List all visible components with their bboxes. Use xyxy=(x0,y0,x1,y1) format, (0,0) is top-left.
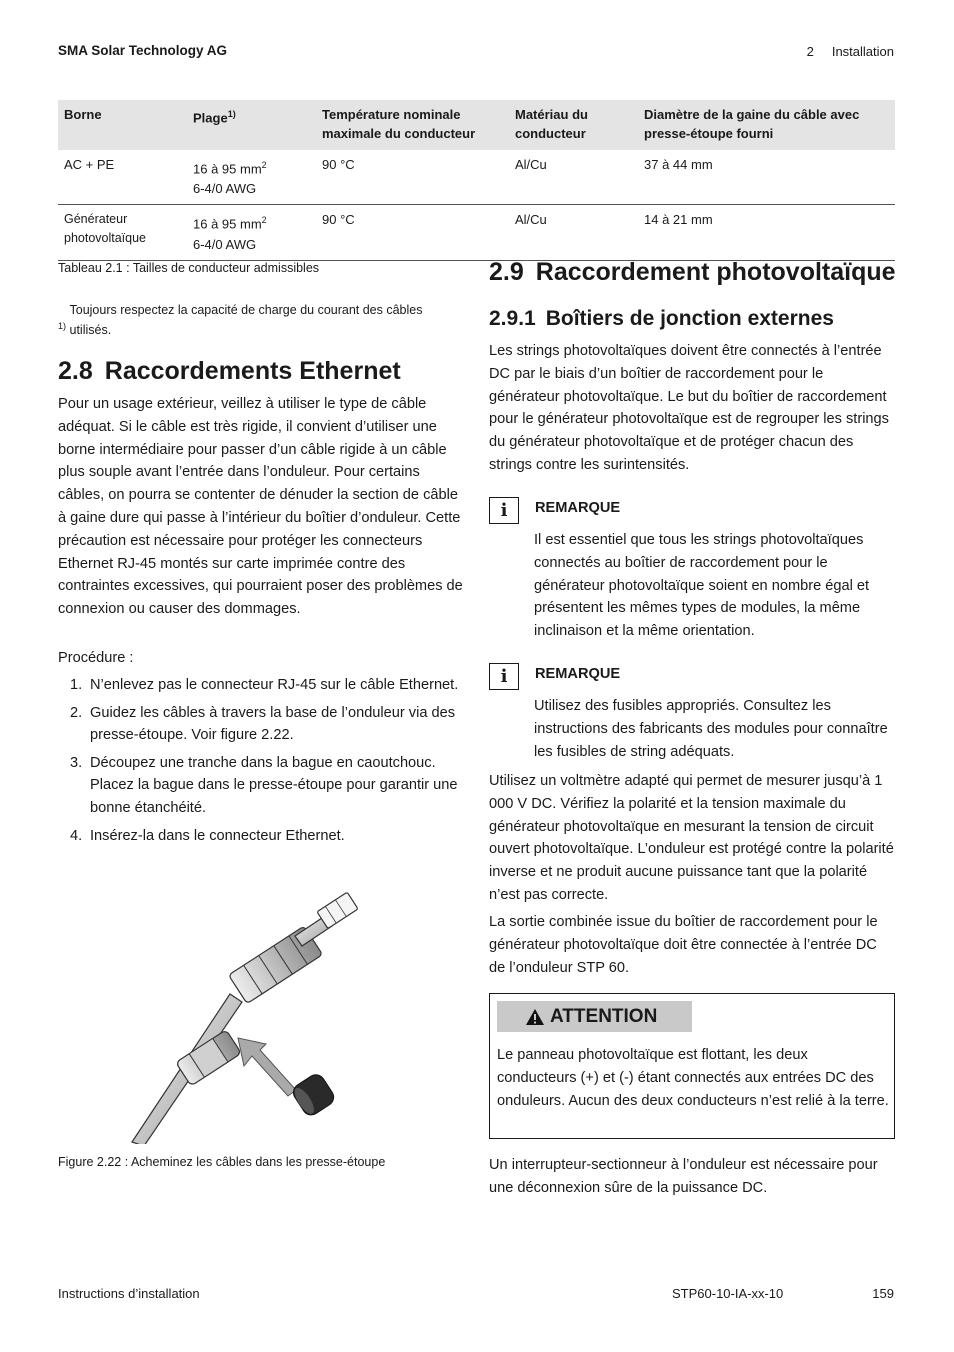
table-header-row xyxy=(58,100,895,150)
th-plage xyxy=(187,100,316,150)
attention-box xyxy=(489,993,895,1139)
cell-plage xyxy=(187,205,316,260)
th-borne: Borne xyxy=(58,100,187,150)
list-item xyxy=(58,752,463,820)
info-icon: i xyxy=(489,663,519,690)
table-caption: Tableau 2.1 : Tailles de conducteur admissibles xyxy=(58,261,320,275)
section-2-9-title: Raccordement photovoltaïque xyxy=(535,258,896,286)
section-2-9-1-heading xyxy=(489,307,834,331)
junction-box-paragraph: Les strings photovoltaïques doivent être connectés à l’entrée DC par le biais d’un boîtier de raccordement pour le générateur photovoltaïque. Le but du boîtier de raccordement pour le générateur photovoltaïque est de regrouper les strings du générateur photovoltaïque et de protéger chacun des strings contre les surintensités. xyxy=(489,343,889,473)
cell-plage-awg: 6-4/0 AWG xyxy=(193,181,257,197)
header-section-title: Installation xyxy=(831,44,894,59)
note-1-body: Il est essentiel que tous les strings photovoltaïques connectés au boîtier de raccordement pour le générateur photovoltaïque soient en nombre égal et présentent les mêmes types de modules, la même inclinaison et la même orientation. xyxy=(534,532,870,640)
cell-borne: AC + PE xyxy=(58,150,187,205)
list-item xyxy=(58,825,463,848)
cell-diametre: 37 à 44 mm xyxy=(638,150,895,205)
cell-plage-sup: 2 xyxy=(261,215,267,226)
header-company: SMA Solar Technology AG xyxy=(58,43,228,58)
attention-title: ATTENTION xyxy=(550,1005,658,1027)
footer-doc-code: STP60-10-IA-xx-10 xyxy=(672,1286,784,1301)
footnote-text: Toujours respectez la capacité de charge du courant des câbles utilisés. xyxy=(69,303,423,337)
list-item xyxy=(58,674,463,697)
step-text: Insérez-la dans le connecteur Ethernet. xyxy=(90,827,345,844)
page-number: 159 xyxy=(872,1286,894,1301)
header-section-number: 2 xyxy=(806,44,814,59)
th-diametre: Diamètre de la gaine du câble avec presse-étoupe fourni xyxy=(638,100,895,150)
procedure-steps xyxy=(58,674,463,852)
step-number: 3. xyxy=(70,754,83,771)
th-plage-label: Plage xyxy=(193,110,228,126)
step-number: 4. xyxy=(70,827,83,844)
table-row xyxy=(58,150,895,205)
step-text: Découpez une tranche dans la bague en caoutchouc. Placez la bague dans le presse-étoupe pour garantir une bonne étanchéité. xyxy=(90,754,458,816)
cell-plage-awg: 6-4/0 AWG xyxy=(193,236,257,252)
table-footnote xyxy=(58,300,468,340)
note-2-body: Utilisez des fusibles appropriés. Consultez les instructions des fabricants des modules pour connaître les fusibles de string adéquats. xyxy=(534,698,888,760)
cable-gland-drawing xyxy=(120,884,410,1144)
conductor-size-table xyxy=(58,100,895,261)
attention-body: Le panneau photovoltaïque est flottant, les deux conducteurs (+) et (-) étant connectés aux entrées DC des onduleurs. Aucun des deux conducteurs n’est relié à la terre. xyxy=(497,1047,889,1109)
cell-temp: 90 °C xyxy=(316,205,509,260)
ethernet-paragraph: Pour un usage extérieur, veillez à utiliser le type de câble adéquat. Si le câble est très rigide, il convient d’utiliser une borne intermédiaire pour passer d’un câble rigide à un câble plus souple avant l’entrée dans l’onduleur. Pour certains câbles, on pourra se contenter de dénuder la section de câble à gaine dure qui passe à l’intérieur du boîtier d’onduleur. Cette précaution est nécessaire pour protéger les connecteurs Ethernet RJ-45 montés sur carte imprimée contre des contraintes excessives, qui pourraient poser des problèmes de connexion ou causer des dommages. xyxy=(58,396,463,618)
cell-plage-sup: 2 xyxy=(261,160,267,170)
combined-output-paragraph: La sortie combinée issue du boîtier de raccordement pour le générateur photovoltaïque doit être connectée à l’entrée DC de l’onduleur STP 60. xyxy=(489,914,878,976)
cell-temp: 90 °C xyxy=(316,150,509,205)
section-2-8-heading xyxy=(58,357,401,386)
voltmeter-paragraph: Utilisez un voltmètre adapté qui permet de mesurer jusqu’à 1 000 V DC. Vérifiez la polarité et la tension maximale du générateur photovoltaïque en mesurant la tension de circuit ouvert photovoltaïque. L’onduleur est protégé contre la polarité inverse et ne produit aucune puissance tant que la polarité n’est pas correcte. xyxy=(489,773,894,903)
cable-gland-illustration xyxy=(120,884,410,1144)
section-2-9-1-title: Boîtiers de jonction externes xyxy=(545,307,834,330)
cell-plage xyxy=(187,150,316,205)
note-2 xyxy=(489,663,894,768)
step-number: 2. xyxy=(70,704,83,721)
footnote-mark: 1) xyxy=(58,320,67,331)
cell-borne: Générateur photovoltaïque xyxy=(58,205,187,260)
note-1-title: REMARQUE xyxy=(535,500,621,516)
footer-doc-title: Instructions d’installation xyxy=(58,1286,200,1301)
table-row xyxy=(58,205,895,260)
list-item xyxy=(58,702,463,747)
cell-materiau: Al/Cu xyxy=(509,150,638,205)
th-plage-sup: 1) xyxy=(227,109,236,119)
warning-triangle-icon xyxy=(525,1008,545,1026)
th-temperature: Température nominale maximale du conducteur xyxy=(316,100,509,150)
step-text: N’enlevez pas le connecteur RJ-45 sur le câble Ethernet. xyxy=(90,677,459,693)
cell-diametre: 14 à 21 mm xyxy=(638,205,895,260)
section-2-9-1-number: 2.9.1 xyxy=(489,307,536,330)
note-2-title: REMARQUE xyxy=(535,666,621,682)
section-2-9-number: 2.9 xyxy=(489,258,524,286)
section-2-8-title: Raccordements Ethernet xyxy=(104,357,401,385)
cell-plage-mm: 16 à 95 mm xyxy=(193,216,262,232)
header-section xyxy=(807,44,894,59)
section-2-8-number: 2.8 xyxy=(58,357,93,385)
section-2-9-heading xyxy=(489,258,896,287)
attention-banner xyxy=(497,1001,692,1032)
disconnect-paragraph: Un interrupteur-sectionneur à l’onduleur est nécessaire pour une déconnexion sûre de la puissance DC. xyxy=(489,1157,878,1196)
info-icon: i xyxy=(489,497,519,524)
step-text: Guidez les câbles à travers la base de l’onduleur via des presse-étoupe. Voir figure 2.22. xyxy=(90,704,456,744)
procedure-label: Procédure : xyxy=(58,650,134,666)
cell-materiau: Al/Cu xyxy=(509,205,638,260)
th-materiau: Matériau du conducteur xyxy=(509,100,638,150)
cell-plage-mm: 16 à 95 mm xyxy=(193,161,262,177)
step-number: 1. xyxy=(70,677,83,693)
figure-caption: Figure 2.22 : Acheminez les câbles dans les presse-étoupe xyxy=(58,1155,386,1169)
note-1 xyxy=(489,497,894,647)
